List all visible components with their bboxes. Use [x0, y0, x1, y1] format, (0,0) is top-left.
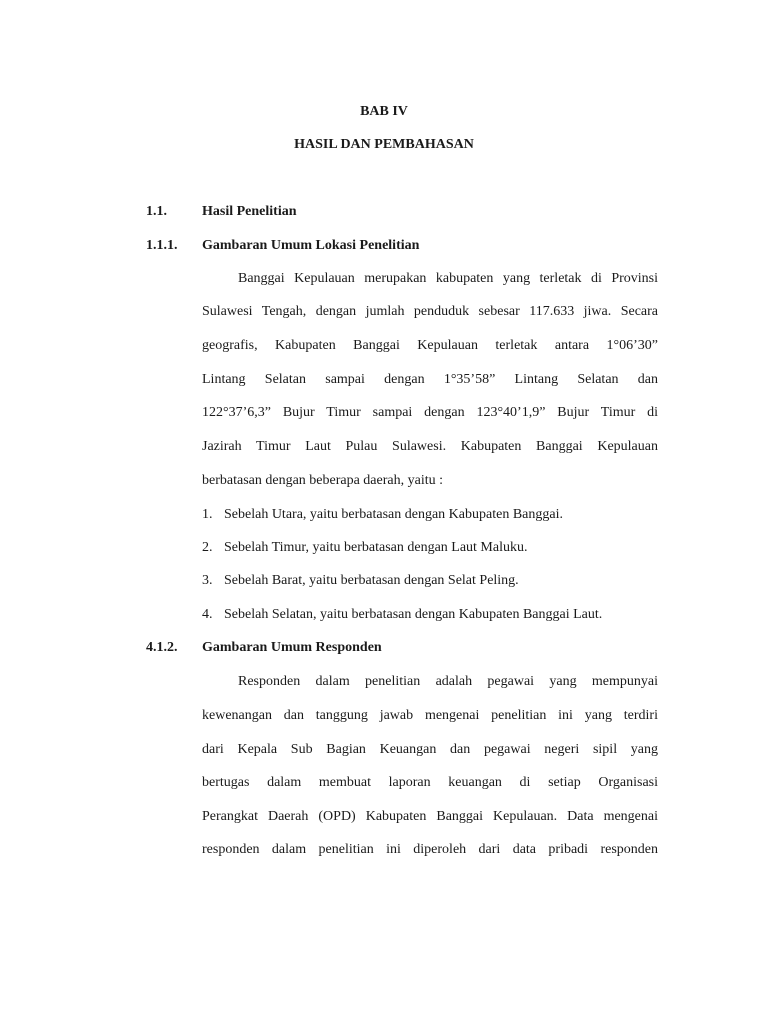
subsection-title: Gambaran Umum Responden [202, 640, 382, 655]
paragraph-line: bertugas dalam membuat laporan keuangan di setiap Organisasi [202, 775, 658, 790]
paragraph-line: responden dalam penelitian ini diperoleh dari data pribadi responden [202, 842, 658, 857]
list-item-number: 4. [202, 607, 213, 622]
paragraph-line: Banggai Kepulauan merupakan kabupaten yang terletak di Provinsi [238, 271, 658, 286]
list-item: Sebelah Selatan, yaitu berbatasan dengan Kabupaten Banggai Laut. [224, 607, 603, 622]
chapter-title: HASIL DAN PEMBAHASAN [294, 137, 474, 152]
paragraph-line: Jazirah Timur Laut Pulau Sulawesi. Kabupaten Banggai Kepulauan [202, 439, 658, 454]
paragraph-line: berbatasan dengan beberapa daerah, yaitu : [202, 473, 443, 488]
paragraph-line: dari Kepala Sub Bagian Keuangan dan pegawai negeri sipil yang [202, 742, 658, 757]
subsection-number: 1.1.1. [146, 238, 178, 253]
paragraph-line: Lintang Selatan sampai dengan 1°35’58” Lintang Selatan dan [202, 372, 658, 387]
paragraph-line: geografis, Kabupaten Banggai Kepulauan terletak antara 1°06’30” [202, 338, 658, 353]
paragraph-line: Sulawesi Tengah, dengan jumlah penduduk sebesar 117.633 jiwa. Secara [202, 304, 658, 319]
list-item: Sebelah Barat, yaitu berbatasan dengan Selat Peling. [224, 573, 519, 588]
paragraph-line: kewenangan dan tanggung jawab mengenai penelitian ini yang terdiri [202, 708, 658, 723]
list-item-number: 3. [202, 573, 213, 588]
subsection-number: 4.1.2. [146, 640, 178, 655]
paragraph-line: 122°37’6,3” Bujur Timur sampai dengan 123°40’1,9” Bujur Timur di [202, 405, 658, 420]
list-item-number: 2. [202, 540, 213, 555]
section-number: 1.1. [146, 204, 167, 219]
paragraph-line: Responden dalam penelitian adalah pegawai yang mempunyai [238, 674, 658, 689]
list-item: Sebelah Utara, yaitu berbatasan dengan Kabupaten Banggai. [224, 507, 563, 522]
paragraph-line: Perangkat Daerah (OPD) Kabupaten Banggai Kepulauan. Data mengenai [202, 809, 658, 824]
section-title: Hasil Penelitian [202, 204, 297, 219]
list-item: Sebelah Timur, yaitu berbatasan dengan Laut Maluku. [224, 540, 528, 555]
subsection-title: Gambaran Umum Lokasi Penelitian [202, 238, 420, 253]
chapter-label: BAB IV [360, 104, 408, 119]
list-item-number: 1. [202, 507, 213, 522]
